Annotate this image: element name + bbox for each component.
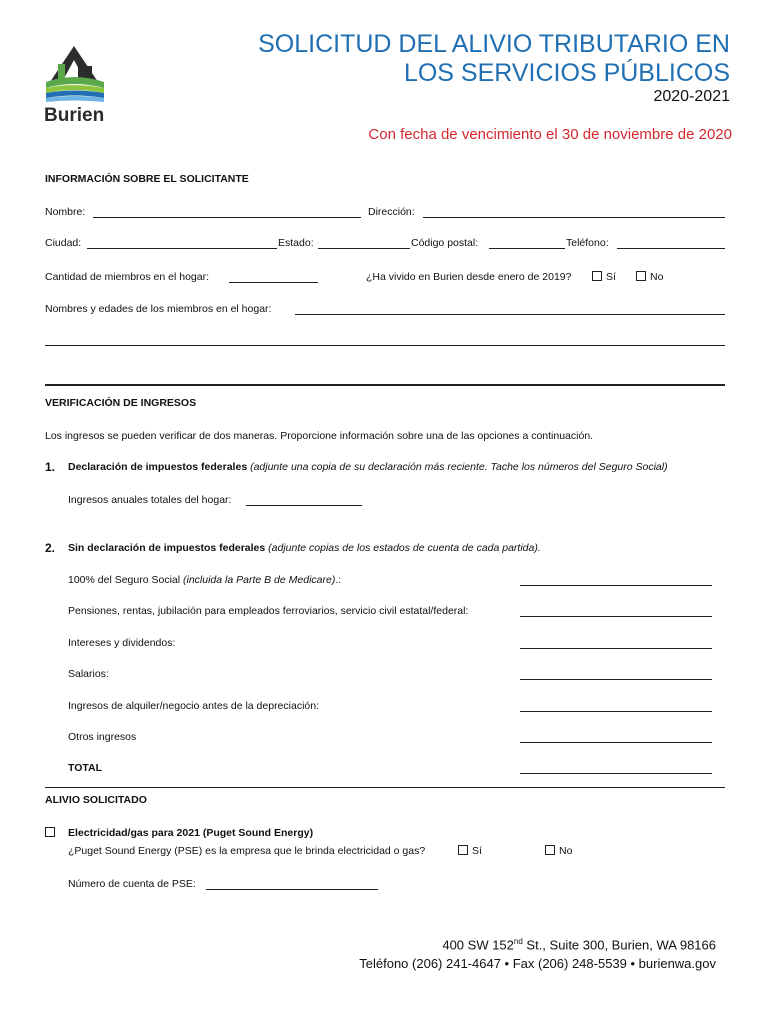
option-2-note: (adjunte copias de los estados de cuenta de cada partida). [268, 542, 541, 554]
interest-label: Intereses y dividendos: [68, 637, 176, 649]
pse-yes-checkbox[interactable] [458, 845, 468, 855]
lived-no-label: No [650, 271, 664, 283]
name-label: Nombre: [45, 206, 86, 218]
phone-label: Teléfono: [566, 237, 609, 249]
section-divider [45, 384, 725, 386]
pensions-field[interactable] [520, 616, 712, 617]
pse-no-label: No [559, 845, 573, 857]
address-label: Dirección: [368, 206, 415, 218]
burien-logo [40, 42, 110, 126]
rental-label: Ingresos de alquiler/negocio antes de la depreciación: [68, 700, 320, 712]
option-2-number: 2. [45, 541, 56, 555]
other-income-field[interactable] [520, 742, 712, 743]
lived-no-option[interactable] [636, 271, 663, 283]
footer-address-pre: 400 SW 152 [442, 937, 514, 953]
income-heading: VERIFICACIÓN DE INGRESOS [45, 397, 197, 409]
logo-text: Burien [44, 105, 105, 126]
annual-income-field[interactable] [246, 505, 362, 506]
lived-question: ¿Ha vivido en Burien desde enero de 2019? [366, 271, 572, 283]
state-label: Estado: [278, 237, 314, 249]
burien-logo-icon [40, 42, 110, 104]
social-security-field[interactable] [520, 585, 712, 586]
due-date: Con fecha de vencimiento el 30 de noviembre de 2020 [368, 126, 732, 143]
wages-label: Salarios: [68, 668, 109, 680]
names-ages-field[interactable] [295, 314, 725, 315]
footer-contact: Teléfono (206) 241-4647 • Fax (206) 248-5539 • burienwa.gov [359, 956, 716, 971]
option-1-note: (adjunte una copia de su declaración más reciente. Tache los números del Seguro Social) [250, 461, 668, 473]
rental-field[interactable] [520, 711, 712, 712]
other-income-label: Otros ingresos [68, 731, 137, 743]
members-label: Cantidad de miembros en el hogar: [45, 271, 210, 283]
pse-yes-label: Sí [472, 845, 482, 857]
zip-label: Código postal: [411, 237, 479, 249]
footer-address-post: St., Suite 300, Burien, WA 98166 [522, 937, 716, 953]
footer-address-sup: nd [513, 937, 523, 946]
zip-field[interactable] [489, 248, 565, 249]
pse-account-label: Número de cuenta de PSE: [68, 878, 196, 890]
relief-option[interactable] [45, 827, 65, 839]
title-line-2: LOS SERVICIOS PÚBLICOS [403, 59, 730, 87]
title-line-1: SOLICITUD DEL ALIVIO TRIBUTARIO EN [258, 30, 730, 58]
members-field[interactable] [229, 282, 318, 283]
names-ages-label: Nombres y edades de los miembros en el hogar: [45, 303, 272, 315]
interest-field[interactable] [520, 648, 712, 649]
lived-no-checkbox[interactable] [636, 271, 646, 281]
option-1-title: Declaración de impuestos federales [68, 461, 248, 473]
social-security-suffix: .: [335, 574, 342, 586]
relief-item-title: Electricidad/gas para 2021 (Puget Sound Energy) [68, 827, 314, 839]
pse-yes-option[interactable] [458, 845, 482, 857]
social-security-note: (incluida la Parte B de Medicare) [183, 574, 336, 586]
address-field[interactable] [423, 217, 725, 218]
city-field[interactable] [87, 248, 277, 249]
pse-account-field[interactable] [206, 889, 378, 890]
lived-yes-option[interactable] [592, 271, 616, 283]
year-range: 2020-2021 [653, 88, 730, 105]
social-security-text: 100% del Seguro Social [68, 574, 181, 586]
pse-question: ¿Puget Sound Energy (PSE) es la empresa que le brinda electricidad o gas? [68, 845, 426, 857]
lived-yes-checkbox[interactable] [592, 271, 602, 281]
option-1-heading [68, 461, 668, 473]
footer-address [300, 937, 716, 952]
applicant-heading: INFORMACIÓN SOBRE EL SOLICITANTE [45, 173, 249, 185]
annual-income-label: Ingresos anuales totales del hogar: [68, 494, 232, 506]
total-label: TOTAL [68, 762, 103, 774]
option-2-heading [68, 542, 541, 554]
wages-field[interactable] [520, 679, 712, 680]
pse-no-option[interactable] [545, 845, 572, 857]
pensions-label: Pensiones, rentas, jubilación para empleados ferroviarios, servicio civil estatal/federal: [68, 605, 469, 617]
social-security-label [68, 574, 341, 586]
section-divider-2 [45, 787, 725, 788]
state-field[interactable] [318, 248, 410, 249]
electricity-gas-checkbox[interactable] [45, 827, 55, 837]
city-label: Ciudad: [45, 237, 82, 249]
option-2-title: Sin declaración de impuestos federales [68, 542, 266, 554]
relief-heading: ALIVIO SOLICITADO [45, 794, 147, 806]
pse-no-checkbox[interactable] [545, 845, 555, 855]
page-title [230, 30, 730, 88]
name-field[interactable] [93, 217, 361, 218]
option-1-number: 1. [45, 460, 56, 474]
names-ages-field-2[interactable] [45, 345, 725, 346]
phone-field[interactable] [617, 248, 725, 249]
income-intro: Los ingresos se pueden verificar de dos maneras. Proporcione información sobre una de las opciones a continuación. [45, 430, 594, 442]
lived-yes-label: Sí [606, 271, 616, 283]
total-field[interactable] [520, 773, 712, 774]
